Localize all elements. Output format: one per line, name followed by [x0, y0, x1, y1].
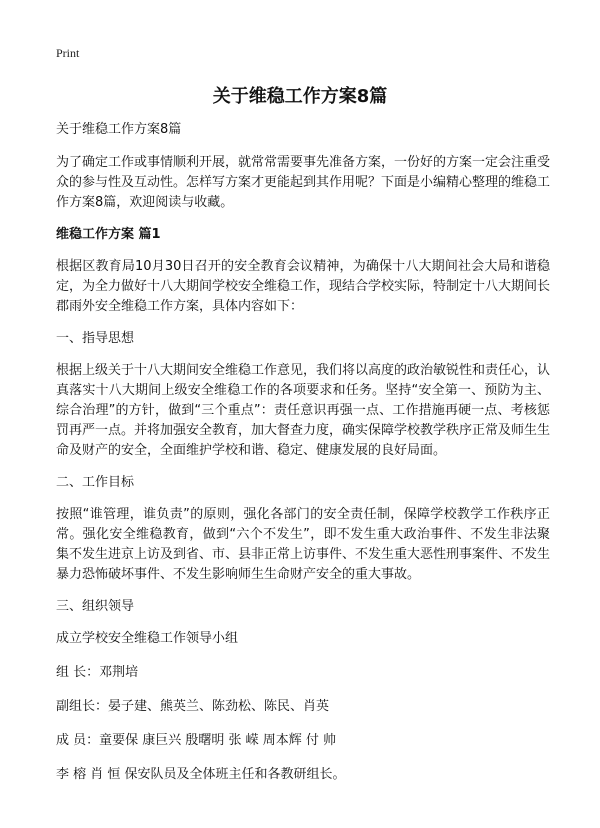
section-heading: 维稳工作方案 篇1: [56, 227, 161, 242]
page-title: 关于维稳工作方案8篇: [212, 86, 388, 107]
document-subtitle: 关于维稳工作方案8篇: [56, 122, 182, 137]
guiding-heading: 一、指导思想: [56, 331, 135, 346]
organization-leader-line: 组 长：邓荆培: [56, 665, 139, 680]
print-link[interactable]: Print: [56, 46, 80, 60]
organization-group-line: 成立学校安全维稳工作领导小组: [56, 631, 239, 646]
goals-paragraph: 按照“谁管理，谁负责”的原则，强化各部门的安全责任制，保障学校教学工作秩序正常。强化安全维稳教育，做到“六个不发生”，即不发生重大政治事件、不发生非法聚集不发生进京上访及到省、市、县非正常上访事件、不发生重大恶性刑事案件、不发生暴力恐怖破坏事件、不发生影响师生生命财产安全的重大事故。: [56, 507, 551, 582]
organization-deputy-line: 副组长：晏子建、熊英兰、陈劲松、陈民、肖英: [56, 699, 330, 714]
document-body: [56, 120, 550, 799]
intro-paragraph: 为了确定工作或事情顺利开展，就常常需要事先准备方案，一份好的方案一定会注重受众的参与性及互动性。怎样写方案才更能起到其作用呢？下面是小编精心整理的维稳工作方案8篇，欢迎阅读与收藏。: [56, 155, 551, 210]
organization-members-line-2: 李 榕 肖 恒 保安队员及全体班主任和各教研组长。: [56, 767, 346, 782]
goals-heading: 二、工作目标: [56, 475, 135, 490]
organization-heading: 三、组织领导: [56, 599, 135, 614]
guiding-paragraph: 根据上级关于十八大期间安全维稳工作意见，我们将以高度的政治敏锐性和责任心，认真落实十八大期间上级安全维稳工作的各项要求和任务。坚持“安全第一、预防为主、综合治理”的方针，做到“三个重点”：责任意识再强一点、工作措施再硬一点、考核惩罚再严一点。并将加强安全教育，加大督查力度，确实保障学校教学秩序正常及师生生命及财产的安全，全面维护学校和谐、稳定、健康发展的良好局面。: [56, 363, 551, 458]
organization-members-line: 成 员：童要保 康巨兴 殷曙明 张 嵘 周本辉 付 帅: [56, 733, 337, 748]
section-intro-paragraph: 根据区教育局10月30日召开的安全教育会议精神，为确保十八大期间社会大局和谐稳定，为全力做好十八大期间学校安全维稳工作，现结合学校实际，特制定十八大期间长郡雨外安全维稳工作方案，具体内容如下：: [56, 259, 551, 314]
